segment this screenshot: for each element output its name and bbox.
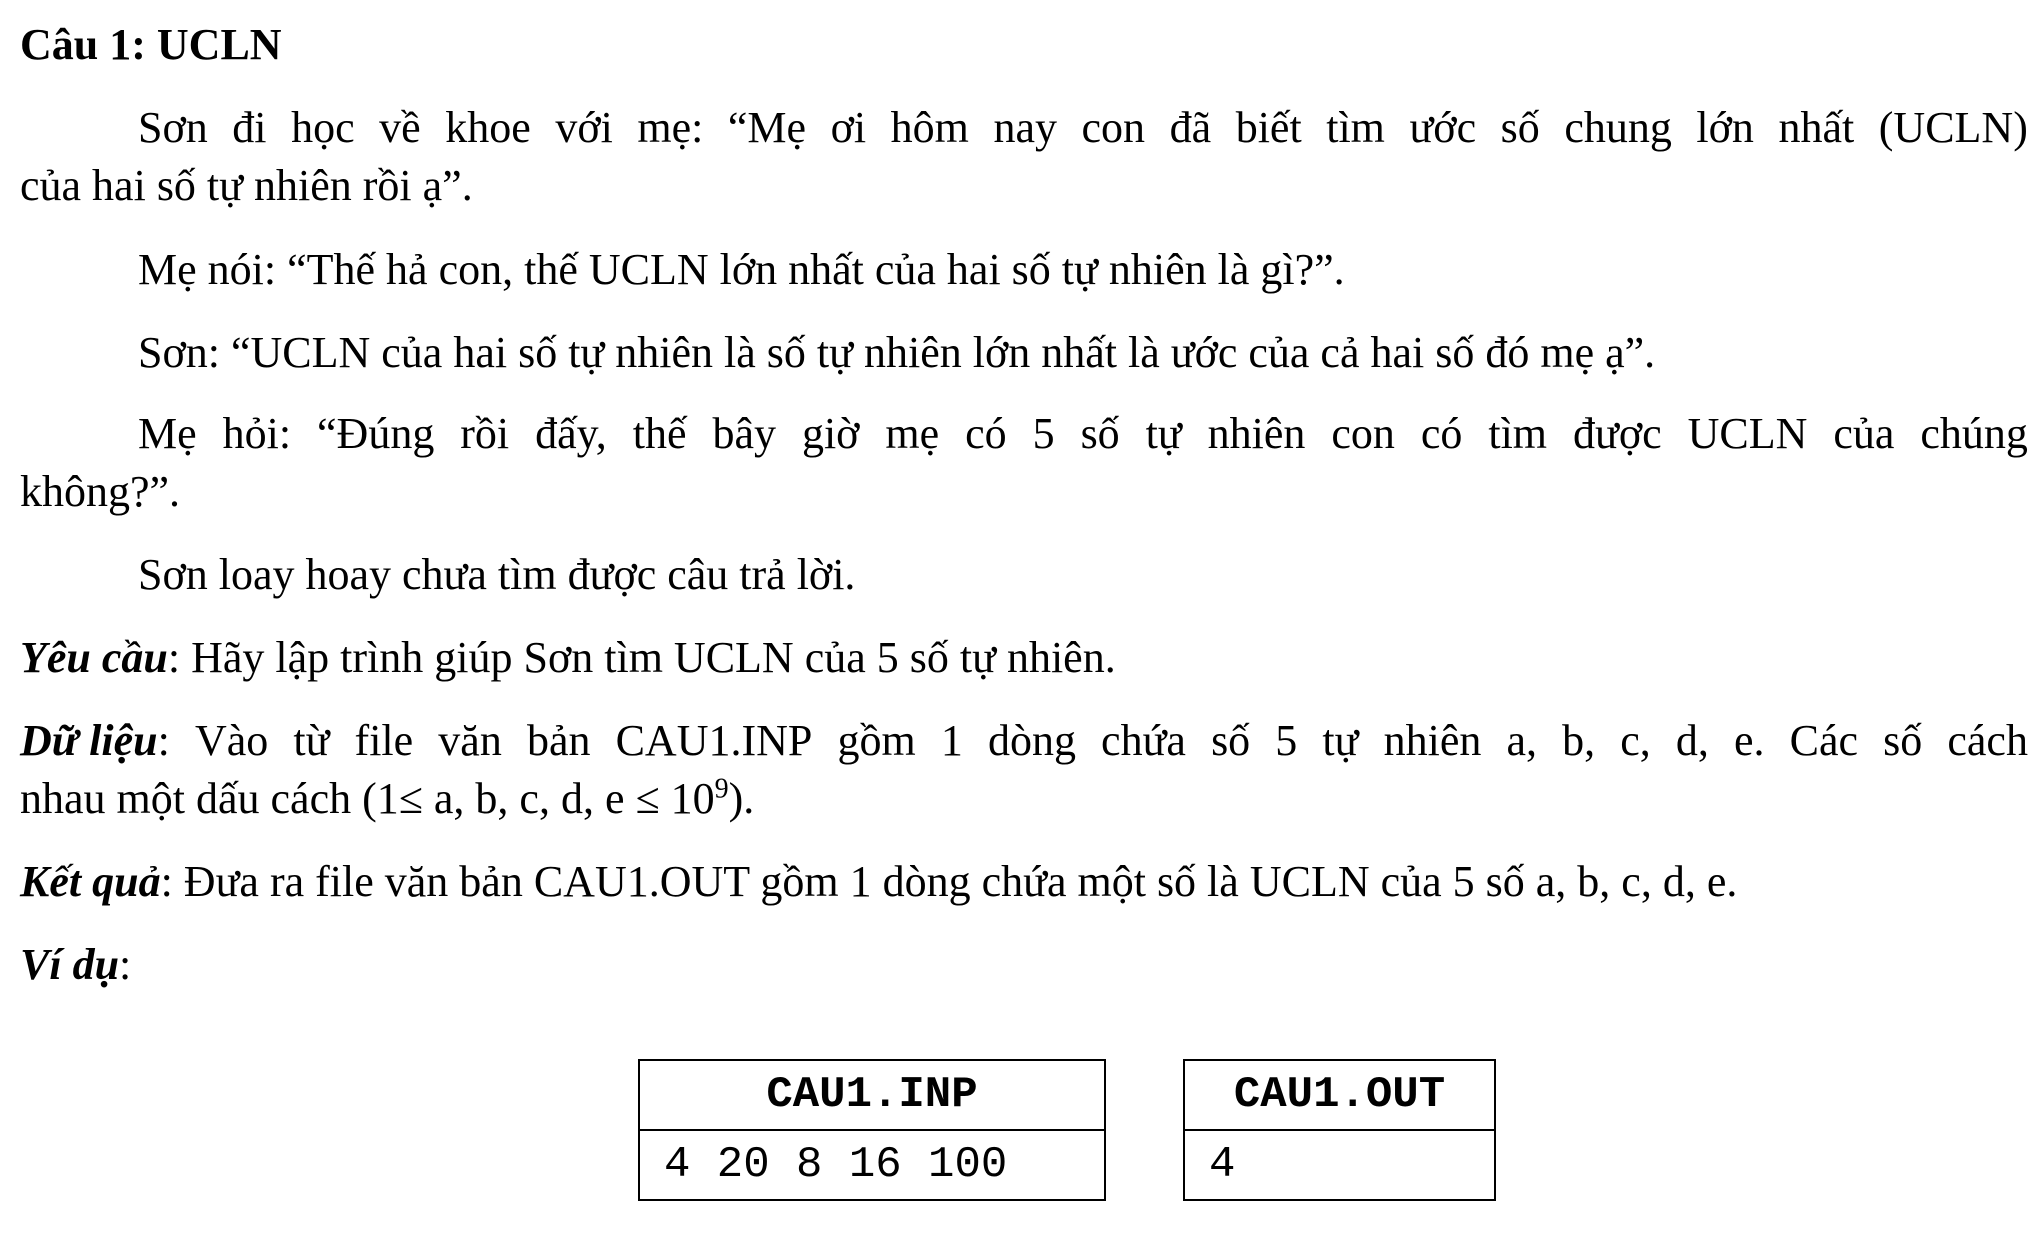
output-file-header: CAU1.OUT (1184, 1060, 1495, 1130)
input-spec-line-2 (20, 771, 754, 827)
problem-title: Câu 1: UCLN (20, 20, 282, 69)
word: về (379, 103, 421, 152)
example-line (20, 937, 131, 993)
input-spec-word: số (1211, 716, 1251, 765)
story-paragraph-4-line-1 (138, 406, 2028, 462)
word: ơi (830, 103, 867, 152)
input-spec-word: văn (438, 716, 502, 765)
input-spec-word: file (354, 716, 414, 765)
word: UCLN (1687, 409, 1808, 458)
word: mẹ: (637, 103, 704, 152)
word: đã (1169, 103, 1212, 152)
word: hôm (890, 103, 969, 152)
output-spec-text: : Đưa ra file văn bản CAU1.OUT gồm 1 dòng chứa một số là UCLN của 5 số a, b, c, d, e. (160, 857, 1738, 906)
input-spec-label: Dữ liệu (20, 716, 158, 765)
story-paragraph-1-line-2: của hai số tự nhiên rồi ạ”. (20, 161, 473, 210)
word: chung (1564, 103, 1672, 152)
word: 5 (1032, 409, 1055, 458)
input-spec-word: CAU1.INP (615, 716, 813, 765)
input-spec-word: tự (1322, 716, 1359, 765)
input-spec-label-group (20, 713, 170, 769)
input-spec-word: số (1883, 716, 1923, 765)
word: học (291, 103, 355, 152)
word: con (1081, 103, 1146, 152)
word: đấy, (535, 409, 607, 458)
input-spec-word: Vào (194, 716, 269, 765)
input-spec-word: d, (1675, 716, 1709, 765)
word: hỏi: (222, 409, 292, 458)
input-spec-word: cách (1947, 716, 2028, 765)
word: “Mẹ (727, 103, 807, 152)
requirement-line (20, 630, 1116, 686)
requirement-label: Yêu cầu (20, 633, 168, 682)
output-spec-label: Kết quả (20, 857, 161, 906)
word: lớn (1696, 103, 1754, 152)
story-paragraph-3: Sơn: “UCLN của hai số tự nhiên là số tự nhiên lớn nhất là ước của cả hai số đó mẹ ạ”. (138, 328, 1656, 377)
story-paragraph-1-line-1 (138, 100, 2028, 156)
input-spec-word: 1 (940, 716, 963, 765)
input-spec-line-1 (20, 713, 2028, 769)
word: tìm (1326, 103, 1385, 152)
input-spec-word: a, (1506, 716, 1537, 765)
story-paragraph-5: Sơn loay hoay chưa tìm được câu trả lời. (138, 550, 856, 599)
word: Mẹ (138, 409, 197, 458)
input-spec-exponent: 9 (714, 773, 729, 805)
word: được (1573, 409, 1662, 458)
word: khoe (445, 103, 531, 152)
word: với (555, 103, 613, 152)
input-spec-word: : (157, 716, 170, 765)
word: chúng (1920, 409, 2028, 458)
input-spec-word: nhiên (1383, 716, 1482, 765)
word: giờ (801, 409, 860, 458)
requirement-text: : Hãy lập trình giúp Sơn tìm UCLN của 5 số tự nhiên. (167, 633, 1116, 682)
input-spec-word: e. (1733, 716, 1765, 765)
word: Sơn (138, 103, 208, 152)
word: nhất (1778, 103, 1855, 152)
input-spec-constraint: nhau một dấu cách (1≤ a, b, c, d, e ≤ 10 (20, 774, 715, 823)
example-output-table (1183, 1059, 1496, 1201)
input-spec-word: c, (1620, 716, 1651, 765)
input-spec-word: từ (293, 716, 330, 765)
input-file-value: 4 20 8 16 100 (639, 1130, 1105, 1200)
input-spec-constraint-end: ). (728, 774, 755, 823)
word: nhiên (1207, 409, 1306, 458)
input-spec-word: chứa (1101, 716, 1186, 765)
story-paragraph-4-line-2: không?”. (20, 467, 181, 516)
input-spec-word: dòng (987, 716, 1076, 765)
word: con (1331, 409, 1395, 458)
input-spec-word: Các (1789, 716, 1859, 765)
input-spec-word: 5 (1275, 716, 1298, 765)
word: tự (1145, 409, 1182, 458)
word: mẹ (885, 409, 940, 458)
word: (UCLN) (1878, 103, 2028, 152)
output-spec-line (20, 854, 1737, 910)
word: “Đúng (317, 409, 435, 458)
story-paragraph-2: Mẹ nói: “Thế hả con, thế UCLN lớn nhất của hai số tự nhiên là gì?”. (138, 245, 1345, 294)
word: nay (993, 103, 1057, 152)
input-file-header: CAU1.INP (639, 1060, 1105, 1130)
example-suffix: : (119, 940, 132, 989)
word: có (1420, 409, 1463, 458)
word: ước (1409, 103, 1477, 152)
word: thế (632, 409, 687, 458)
word: bây (712, 409, 776, 458)
input-spec-word: gồm (837, 716, 916, 765)
word: rồi (460, 409, 510, 458)
word: có (965, 409, 1007, 458)
output-file-value: 4 (1184, 1130, 1495, 1200)
word: biết (1235, 103, 1302, 152)
word: của (1833, 409, 1895, 458)
example-label: Ví dụ (20, 940, 120, 989)
word: tìm (1488, 409, 1548, 458)
input-spec-word: b, (1562, 716, 1596, 765)
word: số (1500, 103, 1540, 152)
input-spec-word: bản (526, 716, 591, 765)
example-input-table (638, 1059, 1106, 1201)
word: đi (232, 103, 267, 152)
word: số (1080, 409, 1120, 458)
